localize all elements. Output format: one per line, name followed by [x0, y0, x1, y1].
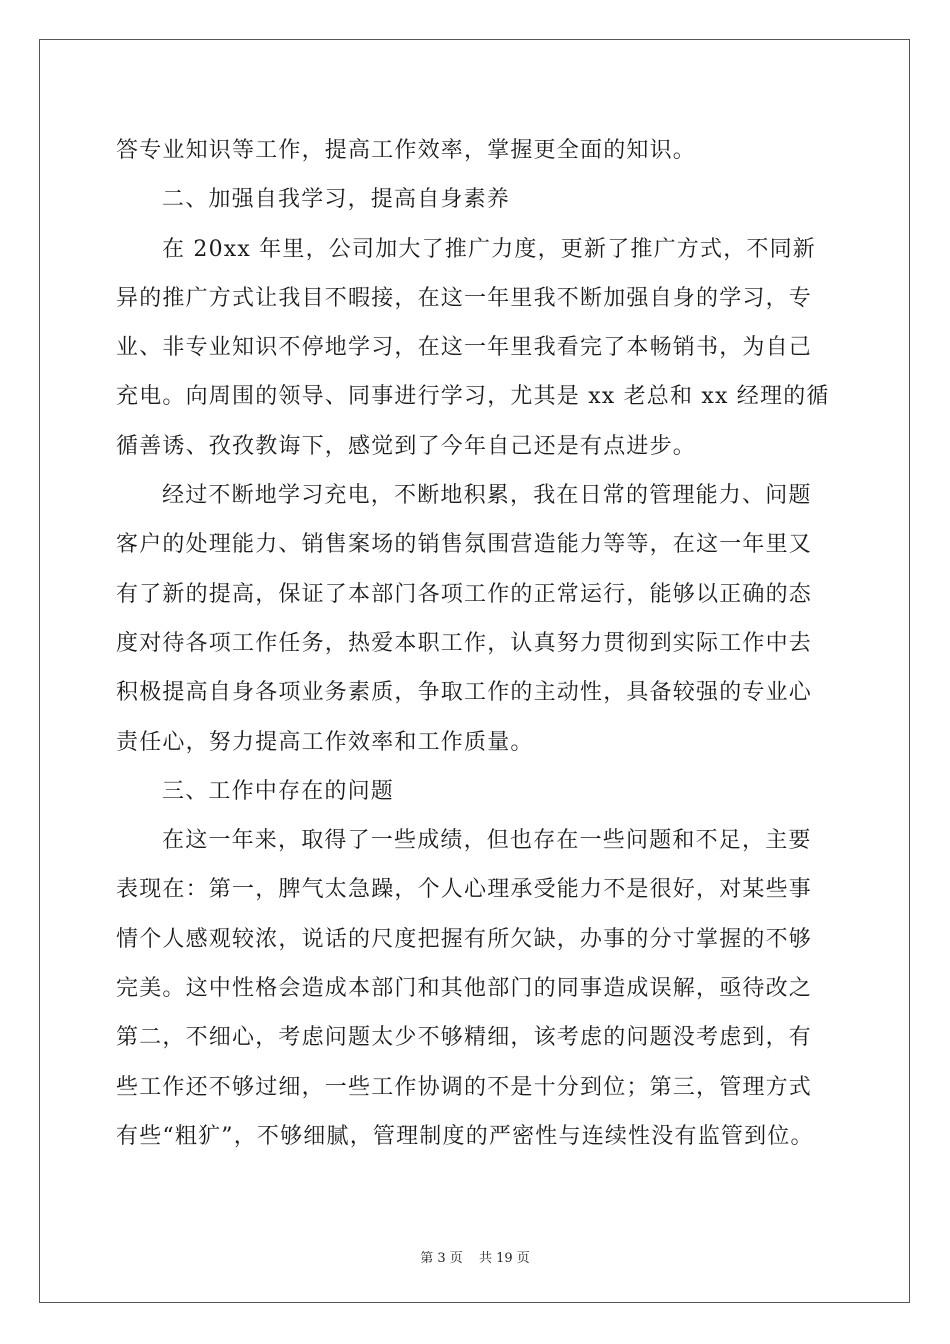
text-line-12: 积极提高自身各项业务素质，争取工作的主动性，具备较强的专业心	[116, 680, 813, 706]
text-line-4: 异的推广方式让我目不暇接，在这一年里我不断加强自身的学习，专	[116, 285, 813, 311]
section-heading-3: 三、工作中存在的问题	[162, 778, 395, 804]
text-line-21: 有些“粗犷”，不够细腻，管理制度的严密性与连续性没有监管到位。	[116, 1123, 814, 1149]
text-line-3: 在 20xx 年里，公司加大了推广力度，更新了推广方式，不同新	[162, 236, 816, 262]
page-total: 共 19 页	[478, 1251, 530, 1266]
text-line-13: 责任心，努力提高工作效率和工作质量。	[116, 729, 534, 755]
section-heading-2: 二、加强自我学习，提高自身素养	[162, 187, 511, 213]
text-line-9: 客户的处理能力、销售案场的销售氛围营造能力等等，在这一年里又	[116, 532, 813, 558]
text-line-20: 些工作还不够过细，一些工作协调的不是十分到位；第三，管理方式	[116, 1074, 813, 1100]
document-body	[116, 126, 856, 1161]
text-line-5: 业、非专业知识不停地学习，在这一年里我看完了本畅销书，为自己	[116, 335, 813, 361]
text-line-1: 答专业知识等工作，提高工作效率，掌握更全面的知识。	[116, 138, 697, 163]
text-line-19: 第二，不细心，考虑问题太少不够精细，该考虑的问题没考虑到，有	[116, 1025, 813, 1051]
text-line-17: 情个人感观较浓，说话的尺度把握有所欠缺，办事的分寸掌握的不够	[116, 926, 813, 952]
page-footer	[0, 1247, 950, 1266]
text-line-6: 充电。向周围的领导、同事进行学习，尤其是 xx 老总和 xx 经理的循	[116, 384, 830, 410]
text-line-15: 在这一年来，取得了一些成绩，但也存在一些问题和不足，主要	[162, 828, 812, 854]
text-line-10: 有了新的提高，保证了本部门各项工作的正常运行，能够以正确的态	[116, 581, 813, 607]
text-line-8: 经过不断地学习充电，不断地积累，我在日常的管理能力、问题	[162, 483, 812, 509]
text-line-11: 度对待各项工作任务，热爱本职工作，认真努力贯彻到实际工作中去	[116, 630, 813, 656]
page-number: 第 3 页	[420, 1251, 463, 1266]
text-line-18: 完美。这中性格会造成本部门和其他部门的同事造成误解，亟待改之	[116, 976, 813, 1002]
text-line-16: 表现在：第一，脾气太急躁，个人心理承受能力不是很好，对某些事	[116, 877, 813, 903]
text-line-7: 循善诱、孜孜教诲下，感觉到了今年自己还是有点进步。	[116, 433, 697, 459]
